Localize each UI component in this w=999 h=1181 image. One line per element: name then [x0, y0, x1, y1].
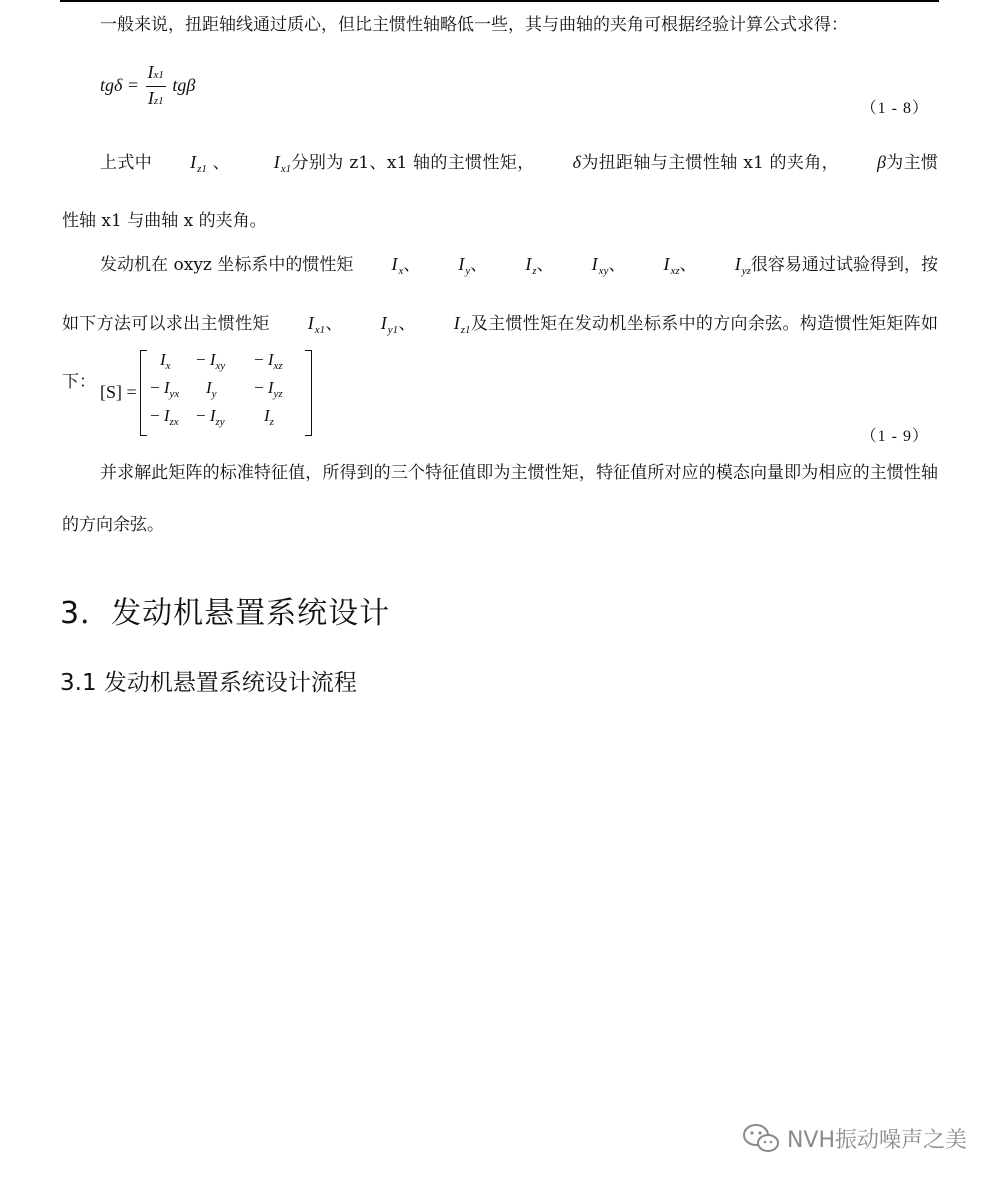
equation-1-8: [100, 62, 195, 111]
wechat-icon: [741, 1122, 781, 1154]
eq1-num-sub: x1: [153, 69, 164, 81]
eq2-lhs: [S] =: [100, 382, 137, 402]
equation-number-1-8: （1 - 8）: [860, 100, 929, 117]
section-heading-3: 3．发动机悬置系统设计: [60, 596, 391, 631]
paragraph-1: 一般来说，扭距轴线通过质心，但比主惯性轴略低一些，其与曲轴的夹角可根据经验计算公式求得：: [100, 15, 848, 35]
matrix-cell-1-3: − $I_{xz}$: [254, 350, 283, 372]
eq1-lhs: tgδ =: [100, 74, 140, 95]
eq1-fraction: [146, 62, 166, 111]
paragraph-3: 发动机在 oxyz 坐标系中的惯性矩 $I_x$、 $I_y$、 $I_z$、 $I_{xy}$、 $I_{xz}$、 $I_{yz}$很容易通过试验得到，按如下方法可以求出主惯性矩 $I_{x1}$、 $I_{y1}$、 $I_{z1}$及主惯性矩在发动机坐标系中的方向余弦。构造惯性矩矩阵如下：: [62, 254, 939, 392]
inertia-matrix: [140, 350, 312, 436]
matrix-cell-1-2: − $I_{xy}$: [196, 350, 226, 372]
matrix-right-bracket: [305, 350, 312, 436]
matrix-cell-3-2: − $I_{zy}$: [196, 406, 225, 428]
watermark-text: NVH振动噪声之美: [786, 1127, 967, 1153]
subsection-heading-3-1: 3.1 发动机悬置系统设计流程: [60, 670, 357, 696]
paragraph-2: 上式中 $I_{z1}$ 、 $I_{x1}$分别为 z1、x1 轴的主惯性矩， δ为扭距轴与主惯性轴 x1 的夹角， β为主惯性轴 x1 与曲轴 x 的夹角。: [62, 152, 939, 231]
matrix-left-bracket: [140, 350, 147, 436]
matrix-cell-2-3: − $I_{yz}$: [254, 378, 283, 400]
matrix-cell-1-1: $I_x$: [160, 350, 171, 372]
matrix-cell-3-3: $I_z$: [264, 406, 274, 428]
equation-number-1-9: （1 - 9）: [860, 428, 929, 445]
matrix-cell-2-2: $I_y$: [206, 378, 217, 400]
eq1-rhs: tgβ: [172, 74, 196, 95]
eq1-den: I: [147, 88, 154, 108]
paragraph-4: 并求解此矩阵的标准特征值，所得到的三个特征值即为主惯性矩，特征值所对应的模态向量即为相应的主惯性轴的方向余弦。: [62, 463, 938, 535]
matrix-cell-2-1: − $I_{yx}$: [150, 378, 180, 400]
eq1-den-sub: z1: [153, 95, 164, 107]
watermark: [741, 1122, 967, 1154]
matrix-cell-3-1: − $I_{zx}$: [150, 406, 179, 428]
eq1-num: I: [147, 62, 154, 82]
